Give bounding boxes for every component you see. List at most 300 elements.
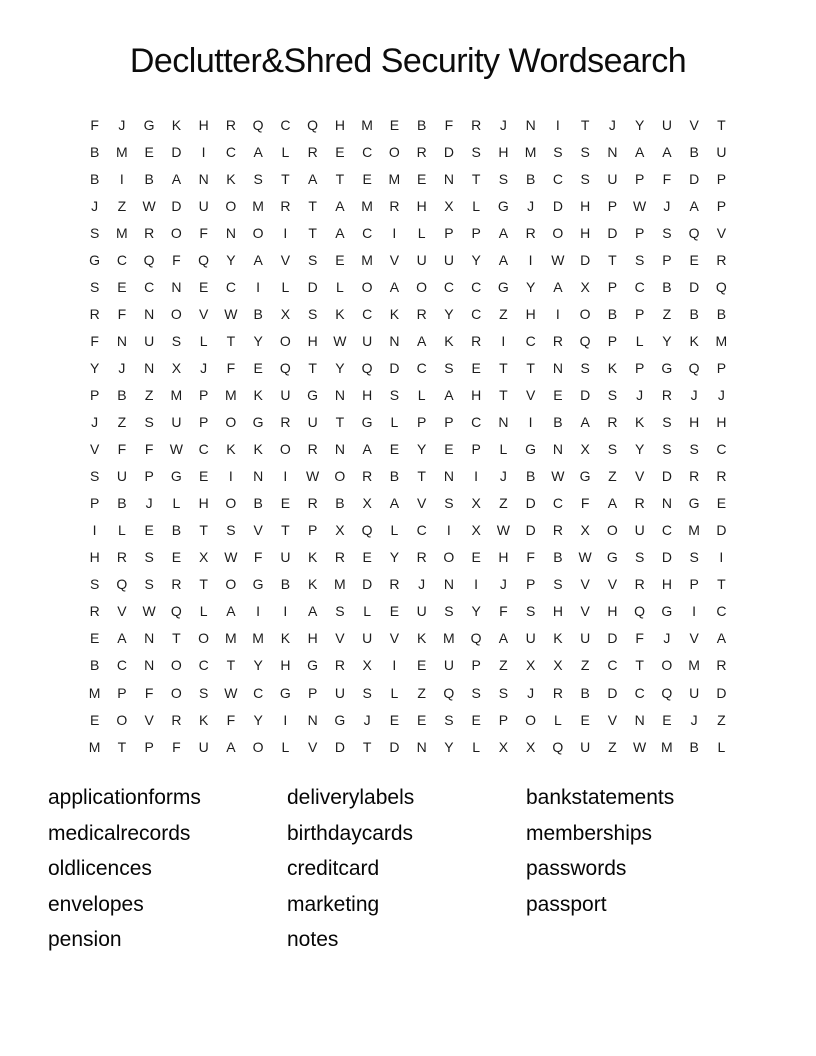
grid-cell: G xyxy=(170,468,182,485)
grid-cell: E xyxy=(416,170,427,187)
grid-cell: T xyxy=(199,522,208,539)
grid-cell: M xyxy=(334,576,346,593)
grid-cell: S xyxy=(607,441,618,458)
grid-cell: T xyxy=(608,251,617,268)
grid-cell: T xyxy=(226,657,236,674)
grid-cell: A xyxy=(689,197,699,214)
grid-cell: O xyxy=(606,522,618,539)
grid-cell: B xyxy=(335,495,345,512)
grid-cell: V xyxy=(335,630,345,647)
grid-cell: H xyxy=(661,576,672,593)
grid-cell: J xyxy=(91,197,99,214)
grid-cell: S xyxy=(553,143,563,160)
grid-cell: A xyxy=(226,603,236,620)
grid-cell: G xyxy=(497,197,509,214)
grid-cell: G xyxy=(497,278,509,295)
grid-cell: T xyxy=(417,468,426,485)
grid-cell: I xyxy=(555,305,560,322)
grid-cell: Z xyxy=(499,305,508,322)
grid-cell: O xyxy=(198,630,210,647)
grid-cell: P xyxy=(471,441,481,458)
grid-cell: E xyxy=(89,630,100,647)
grid-cell: I xyxy=(528,414,533,431)
grid-cell: R xyxy=(416,305,427,322)
grid-cell: K xyxy=(226,170,236,187)
grid-cell: M xyxy=(116,224,128,241)
grid-cell: O xyxy=(525,711,537,728)
grid-cell: N xyxy=(334,441,345,458)
grid-cell: I xyxy=(283,468,288,485)
grid-cell: S xyxy=(662,224,672,241)
grid-cell: A xyxy=(253,251,263,268)
grid-cell: X xyxy=(471,495,481,512)
grid-cell: F xyxy=(662,170,672,187)
grid-cell: T xyxy=(335,414,345,431)
grid-cell: E xyxy=(416,657,427,674)
grid-cell: T xyxy=(308,224,317,241)
grid-cell: T xyxy=(199,576,208,593)
grid-cell: I xyxy=(283,224,288,241)
grid-cell: E xyxy=(198,278,209,295)
grid-cell: A xyxy=(335,197,345,214)
grid-cell: J xyxy=(363,711,371,728)
grid-cell: I xyxy=(392,657,397,674)
grid-cell: N xyxy=(416,738,427,755)
grid-cell: L xyxy=(390,522,399,539)
grid-cell: R xyxy=(416,549,427,566)
grid-cell: B xyxy=(689,738,699,755)
grid-cell: P xyxy=(662,251,672,268)
grid-cell: C xyxy=(471,278,482,295)
grid-cell: E xyxy=(662,711,672,728)
grid-cell: Y xyxy=(634,441,645,458)
word-list-item: envelopes xyxy=(48,892,144,916)
grid-cell: A xyxy=(171,170,182,187)
grid-cell: E xyxy=(144,143,154,160)
grid-cell: O xyxy=(170,224,182,241)
grid-cell: F xyxy=(144,441,154,458)
grid-cell: O xyxy=(252,738,264,755)
grid-cell: P xyxy=(607,278,618,295)
grid-cell: R xyxy=(661,386,672,403)
grid-cell: M xyxy=(116,143,128,160)
grid-cell: U xyxy=(198,738,209,755)
grid-cell: E xyxy=(362,549,372,566)
grid-cell: Y xyxy=(253,657,263,674)
grid-cell: A xyxy=(634,143,645,160)
word-list-column-1 xyxy=(48,780,287,958)
grid-cell: O xyxy=(225,495,237,512)
grid-cell: A xyxy=(716,630,727,647)
grid-cell: C xyxy=(280,116,291,133)
grid-cell: A xyxy=(607,495,618,512)
grid-cell: N xyxy=(552,441,563,458)
grid-cell: R xyxy=(307,441,318,458)
grid-cell: R xyxy=(116,549,127,566)
grid-cell: B xyxy=(689,143,699,160)
grid-cell: E xyxy=(89,711,100,728)
grid-cell: X xyxy=(198,549,209,566)
grid-cell: G xyxy=(661,603,673,620)
grid-cell: L xyxy=(172,495,181,512)
grid-cell: Q xyxy=(279,359,291,376)
grid-cell: C xyxy=(634,278,645,295)
grid-cell: J xyxy=(608,116,616,133)
grid-cell: O xyxy=(334,468,346,485)
grid-cell: L xyxy=(199,603,208,620)
grid-cell: J xyxy=(527,684,535,701)
grid-cell: V xyxy=(689,116,699,133)
grid-cell: R xyxy=(171,711,182,728)
grid-cell: Q xyxy=(307,116,319,133)
grid-cell: C xyxy=(116,657,127,674)
grid-cell: C xyxy=(362,224,373,241)
grid-cell: F xyxy=(635,630,644,647)
grid-cell: H xyxy=(416,197,427,214)
grid-cell: B xyxy=(253,305,263,322)
word-list-item: applicationforms xyxy=(48,786,201,809)
grid-cell: N xyxy=(661,495,672,512)
grid-cell: I xyxy=(119,170,124,187)
grid-cell: S xyxy=(498,170,509,187)
grid-cell: A xyxy=(389,495,400,512)
grid-cell: D xyxy=(552,197,563,214)
grid-cell: M xyxy=(443,630,455,647)
grid-cell: Q xyxy=(688,359,700,376)
grid-cell: X xyxy=(498,738,509,755)
grid-cell: S xyxy=(689,549,699,566)
grid-cell: V xyxy=(253,522,263,539)
grid-cell: L xyxy=(499,441,508,458)
grid-cell: V xyxy=(144,711,154,728)
grid-cell: M xyxy=(88,684,101,701)
grid-cell: S xyxy=(634,251,645,268)
grid-cell: V xyxy=(716,224,727,241)
grid-cell: T xyxy=(226,332,236,349)
grid-cell: K xyxy=(226,441,236,458)
grid-cell: G xyxy=(89,251,101,268)
grid-cell: I xyxy=(555,116,560,133)
grid-cell: R xyxy=(552,684,563,701)
grid-cell: X xyxy=(362,495,372,512)
word-list-item: marketing xyxy=(287,892,380,916)
grid-cell: O xyxy=(252,224,264,241)
grid-cell: O xyxy=(170,684,182,701)
grid-cell: S xyxy=(607,386,618,403)
grid-cell: G xyxy=(307,386,319,403)
grid-cell: B xyxy=(117,495,127,512)
grid-cell: K xyxy=(389,305,400,322)
grid-cell: S xyxy=(144,549,154,566)
grid-cell: L xyxy=(717,738,726,755)
grid-cell: H xyxy=(198,495,209,512)
grid-cell: P xyxy=(471,657,481,674)
grid-cell: C xyxy=(525,332,536,349)
grid-cell: Q xyxy=(688,224,700,241)
grid-cell: U xyxy=(716,143,727,160)
grid-cell: I xyxy=(256,603,261,620)
grid-cell: Q xyxy=(443,684,455,701)
grid-cell: G xyxy=(606,549,618,566)
grid-cell: B xyxy=(689,305,699,322)
grid-cell: R xyxy=(334,549,345,566)
grid-cell: P xyxy=(716,359,727,376)
grid-cell: P xyxy=(144,468,154,485)
grid-cell: W xyxy=(169,441,183,458)
grid-cell: B xyxy=(171,522,182,539)
grid-cell: S xyxy=(144,576,154,593)
grid-cell: E xyxy=(362,170,372,187)
grid-cell: U xyxy=(280,549,291,566)
grid-cell: L xyxy=(281,278,290,295)
grid-cell: M xyxy=(252,630,264,647)
grid-cell: F xyxy=(580,495,590,512)
grid-cell: F xyxy=(226,359,236,376)
grid-cell: C xyxy=(552,170,563,187)
grid-cell: U xyxy=(607,170,618,187)
grid-cell: E xyxy=(389,116,400,133)
grid-cell: Q xyxy=(715,278,727,295)
grid-cell: P xyxy=(89,386,100,403)
grid-cell: X xyxy=(553,657,563,674)
grid-cell: Y xyxy=(226,251,236,268)
grid-cell: V xyxy=(280,251,291,268)
grid-cell: D xyxy=(389,359,400,376)
grid-cell: R xyxy=(144,224,155,241)
grid-cell: A xyxy=(580,414,590,431)
grid-cell: S xyxy=(444,495,454,512)
grid-cell: L xyxy=(281,738,290,755)
grid-cell: H xyxy=(689,414,700,431)
grid-cell: E xyxy=(335,143,345,160)
grid-cell: X xyxy=(580,441,590,458)
grid-cell: A xyxy=(444,386,454,403)
grid-cell: R xyxy=(89,305,100,322)
grid-cell: I xyxy=(474,468,479,485)
grid-cell: O xyxy=(661,657,673,674)
grid-cell: C xyxy=(716,441,727,458)
grid-cell: V xyxy=(416,495,427,512)
grid-cell: N xyxy=(443,468,454,485)
grid-cell: S xyxy=(580,170,590,187)
grid-cell: I xyxy=(392,224,397,241)
grid-cell: D xyxy=(607,684,618,701)
grid-cell: E xyxy=(716,495,727,512)
grid-cell: H xyxy=(471,386,482,403)
grid-cell: V xyxy=(525,386,536,403)
grid-cell: A xyxy=(498,630,509,647)
grid-cell: A xyxy=(498,251,509,268)
grid-cell: S xyxy=(307,305,318,322)
grid-cell: A xyxy=(416,332,427,349)
grid-cell: U xyxy=(198,197,209,214)
grid-cell: L xyxy=(335,278,344,295)
grid-cell: R xyxy=(307,495,318,512)
word-list-item: birthdaycards xyxy=(287,821,414,845)
grid-cell: R xyxy=(334,657,345,674)
grid-cell: D xyxy=(443,143,454,160)
grid-cell: N xyxy=(334,386,345,403)
grid-cell: J xyxy=(663,197,671,214)
grid-cell: R xyxy=(689,468,700,485)
grid-cell: H xyxy=(607,603,618,620)
grid-cell: I xyxy=(719,549,724,566)
grid-cell: S xyxy=(471,684,481,701)
grid-cell: F xyxy=(226,711,236,728)
grid-cell: Q xyxy=(116,576,128,593)
grid-cell: H xyxy=(307,630,318,647)
grid-cell: P xyxy=(89,495,100,512)
grid-cell: Z xyxy=(144,386,154,403)
grid-cell: H xyxy=(580,224,591,241)
grid-cell: K xyxy=(553,630,563,647)
grid-cell: Z xyxy=(608,738,617,755)
grid-cell: S xyxy=(307,251,318,268)
grid-cell: O xyxy=(443,549,455,566)
grid-cell: F xyxy=(172,738,181,755)
grid-cell: V xyxy=(580,603,590,620)
grid-cell: A xyxy=(498,224,509,241)
grid-cell: O xyxy=(361,278,373,295)
grid-cell: T xyxy=(117,738,127,755)
grid-cell: S xyxy=(444,359,454,376)
word-list-item: bankstatements xyxy=(526,786,675,809)
grid-cell: C xyxy=(471,414,482,431)
grid-cell: B xyxy=(525,468,536,485)
grid-cell: A xyxy=(253,143,263,160)
grid-cell: E xyxy=(389,441,400,458)
grid-cell: U xyxy=(307,414,318,431)
grid-cell: M xyxy=(388,170,401,187)
grid-cell: N xyxy=(525,116,536,133)
grid-cell: S xyxy=(89,576,100,593)
grid-cell: L xyxy=(635,332,644,349)
grid-cell: P xyxy=(307,684,318,701)
grid-cell: G xyxy=(252,414,264,431)
grid-cell: M xyxy=(88,738,101,755)
grid-cell: U xyxy=(362,332,373,349)
grid-cell: B xyxy=(716,305,727,322)
grid-cell: M xyxy=(661,738,673,755)
grid-cell: K xyxy=(634,414,645,431)
grid-cell: S xyxy=(362,684,372,701)
grid-cell: P xyxy=(634,224,645,241)
grid-cell: W xyxy=(633,197,647,214)
grid-cell: G xyxy=(525,441,537,458)
grid-cell: Q xyxy=(579,332,591,349)
grid-cell: J xyxy=(717,386,725,403)
grid-cell: U xyxy=(443,657,454,674)
grid-cell: F xyxy=(90,332,99,349)
grid-cell: Y xyxy=(89,359,100,376)
grid-cell: D xyxy=(580,251,591,268)
grid-cell: K xyxy=(280,630,291,647)
grid-cell: K xyxy=(444,332,454,349)
grid-cell: S xyxy=(444,711,454,728)
grid-cell: R xyxy=(525,224,536,241)
grid-cell: V xyxy=(389,251,400,268)
grid-cell: J xyxy=(499,576,507,593)
grid-cell: S xyxy=(226,522,236,539)
grid-cell: J xyxy=(636,386,644,403)
grid-cell: R xyxy=(280,197,291,214)
word-list-item: creditcard xyxy=(287,857,380,881)
grid-cell: N xyxy=(307,711,318,728)
grid-cell: S xyxy=(171,332,182,349)
grid-cell: S xyxy=(662,414,672,431)
grid-cell: C xyxy=(362,305,373,322)
grid-cell: T xyxy=(717,116,726,133)
grid-cell: U xyxy=(334,684,345,701)
grid-cell: J xyxy=(527,197,535,214)
grid-cell: K xyxy=(171,116,182,133)
grid-cell: E xyxy=(117,278,127,295)
grid-cell: V xyxy=(607,576,618,593)
grid-cell: N xyxy=(171,278,182,295)
grid-cell: K xyxy=(307,576,318,593)
grid-cell: R xyxy=(307,143,318,160)
grid-cell: Q xyxy=(361,359,373,376)
grid-cell: V xyxy=(689,630,699,647)
grid-cell: I xyxy=(692,603,697,620)
grid-cell: I xyxy=(474,576,479,593)
grid-cell: D xyxy=(307,278,318,295)
word-list-item: medicalrecords xyxy=(48,821,191,845)
grid-cell: T xyxy=(580,116,590,133)
grid-cell: B xyxy=(525,170,536,187)
grid-cell: O xyxy=(225,576,237,593)
grid-cell: V xyxy=(198,305,209,322)
grid-cell: N xyxy=(634,711,645,728)
grid-cell: E xyxy=(444,441,454,458)
grid-cell: Y xyxy=(444,738,454,755)
grid-cell: O xyxy=(279,441,291,458)
grid-cell: C xyxy=(607,657,618,674)
grid-cell: T xyxy=(471,170,481,187)
grid-cell: A xyxy=(117,630,127,647)
grid-cell: D xyxy=(661,549,672,566)
grid-cell: C xyxy=(225,143,236,160)
grid-cell: J xyxy=(499,468,507,485)
grid-cell: R xyxy=(607,414,618,431)
grid-cell: N xyxy=(198,170,209,187)
grid-cell: I xyxy=(446,522,451,539)
grid-cell: B xyxy=(580,684,590,701)
grid-cell: M xyxy=(361,116,373,133)
grid-cell: U xyxy=(280,386,291,403)
grid-cell: A xyxy=(553,278,563,295)
grid-cell: T xyxy=(335,170,345,187)
grid-cell: U xyxy=(443,251,454,268)
grid-cell: H xyxy=(280,657,291,674)
word-list xyxy=(48,780,768,958)
grid-cell: R xyxy=(716,657,727,674)
grid-cell: M xyxy=(361,197,373,214)
grid-cell: B xyxy=(607,305,618,322)
grid-cell: J xyxy=(690,386,698,403)
grid-cell: P xyxy=(607,332,618,349)
grid-cell: L xyxy=(390,684,399,701)
grid-cell: H xyxy=(498,549,509,566)
grid-cell: J xyxy=(690,711,698,728)
grid-cell: E xyxy=(335,251,345,268)
grid-cell: V xyxy=(389,630,400,647)
grid-cell: Q xyxy=(661,684,673,701)
grid-cell: D xyxy=(607,224,618,241)
grid-cell: R xyxy=(362,468,373,485)
grid-cell: O xyxy=(579,305,591,322)
grid-cell: D xyxy=(389,738,400,755)
